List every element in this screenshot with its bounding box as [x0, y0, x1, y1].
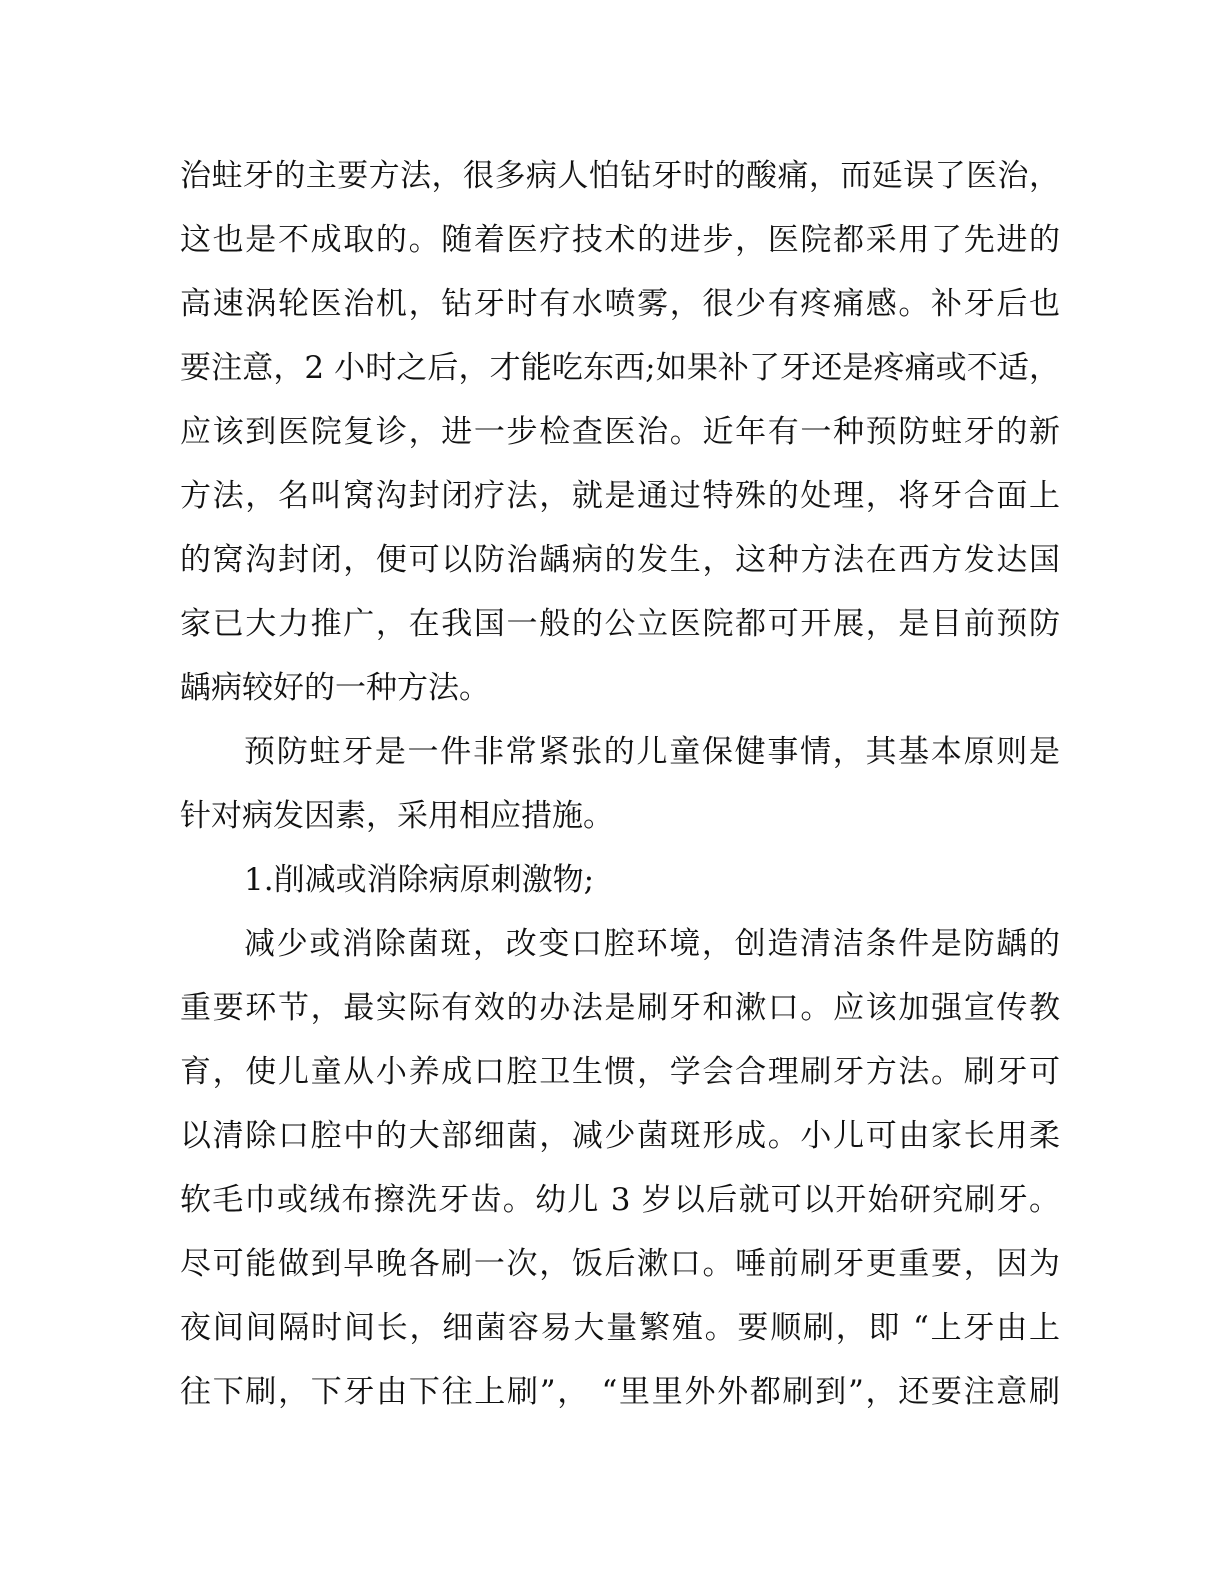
text-line: 尽可能做到早晚各刷一次，饭后漱口。唾前刷牙更重要，因为 — [180, 1246, 1060, 1282]
text-line: 针对病发因素，采用相应措施。 — [180, 798, 614, 834]
text-line: 这也是不成取的。随着医疗技术的进步，医院都采用了先进的 — [180, 222, 1060, 258]
text-line: 要注意，2 小时之后，才能吃东西;如果补了牙还是疼痛或不适， — [180, 350, 1060, 386]
text-line: 夜间间隔时间长，细菌容易大量繁殖。要顺刷，即 “上牙由上 — [180, 1310, 1060, 1346]
text-line: 重要环节，最实际有效的办法是刷牙和漱口。应该加强宣传教 — [180, 990, 1060, 1026]
paragraph-start-line: 预防蛀牙是一件非常紧张的儿童保健事情，其基本原则是 — [244, 734, 1060, 770]
text-line: 以清除口腔中的大部细菌，减少菌斑形成。小儿可由家长用柔 — [180, 1118, 1060, 1154]
paragraph-start-line: 减少或消除菌斑，改变口腔环境，创造清洁条件是防龋的 — [244, 926, 1060, 962]
text-line: 方法，名叫窝沟封闭疗法，就是通过特殊的处理，将牙合面上 — [180, 478, 1060, 514]
text-line: 家已大力推广，在我国一般的公立医院都可开展，是目前预防 — [180, 606, 1060, 642]
text-line: 高速涡轮医治机，钻牙时有水喷雾，很少有疼痛感。补牙后也 — [180, 286, 1060, 322]
text-line: 应该到医院复诊，进一步检查医治。近年有一种预防蛀牙的新 — [180, 414, 1060, 450]
text-line: 往下刷，下牙由下往上刷”， “里里外外都刷到”，还要注意刷 — [180, 1374, 1060, 1410]
text-line: 龋病较好的一种方法。 — [180, 670, 490, 706]
text-line: 的窝沟封闭，便可以防治龋病的发生，这种方法在西方发达国 — [180, 542, 1060, 578]
text-line: 软毛巾或绒布擦洗牙齿。幼儿 3 岁以后就可以开始研究刷牙。 — [180, 1182, 1060, 1218]
section-heading: 1.削减或消除病原刺激物; — [244, 862, 595, 898]
text-line: 治蛀牙的主要方法，很多病人怕钻牙时的酸痛，而延误了医治， — [180, 158, 1060, 194]
text-line: 育，使儿童从小养成口腔卫生惯，学会合理刷牙方法。刷牙可 — [180, 1054, 1060, 1090]
